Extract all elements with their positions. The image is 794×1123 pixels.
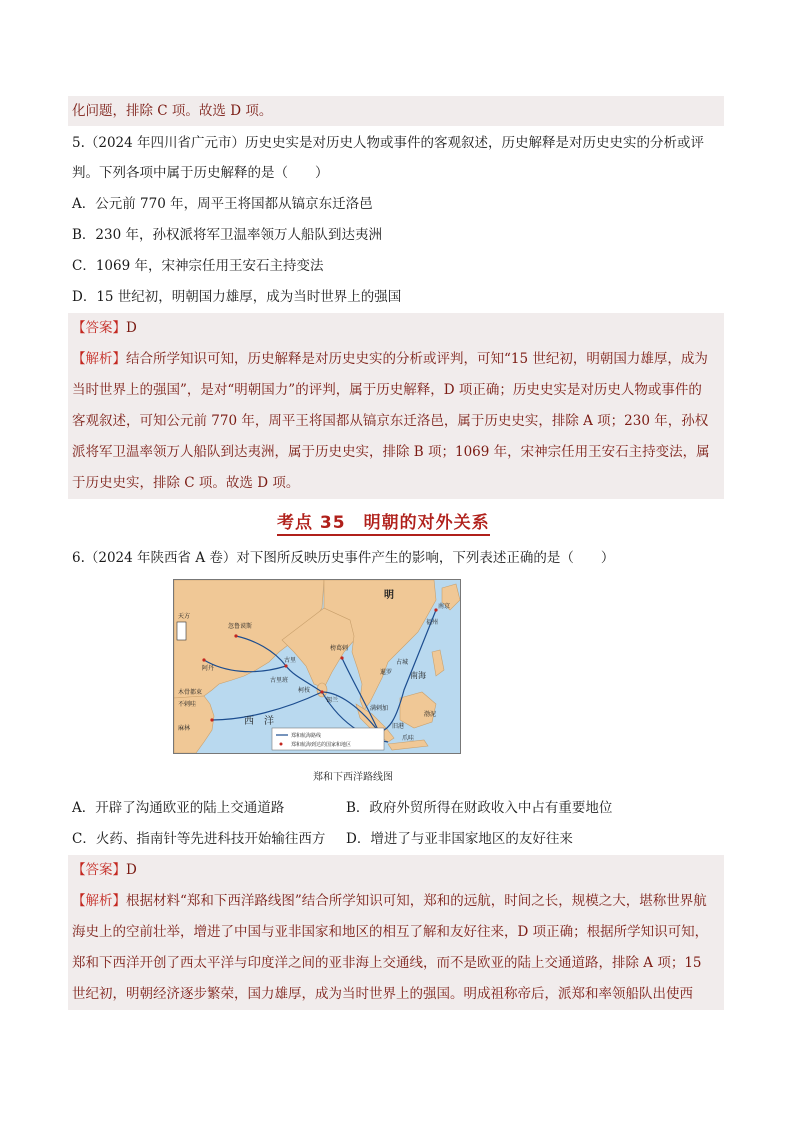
- ceylon-dot: [320, 690, 323, 693]
- label-aden: 阿丹: [202, 665, 215, 672]
- label-siam: 暹罗: [380, 669, 393, 676]
- q5-stem-line-1: 5.（2024 年四川省广元市）历史史实是对历史人物或事件的客观叙述，历史解释是对历史史实的分析或评: [72, 135, 705, 151]
- q5-explain-tag: 【解析】: [72, 351, 126, 367]
- q5-stem-line-2: 判。下列各项中属于历史解释的是（ ）: [72, 165, 329, 181]
- label-mogadishu: 木骨都束: [178, 689, 203, 696]
- q6-explanation-line-1: [72, 886, 707, 916]
- label-ceylon: 锡兰: [326, 697, 339, 704]
- q5-explanation-line-1: [72, 344, 708, 374]
- label-nanhai: 南海: [410, 671, 426, 680]
- label-malacca: 满剌加: [370, 705, 389, 712]
- legend-route-label: 郑和航海路线: [291, 733, 322, 739]
- label-fuzhou: 福州: [426, 619, 439, 626]
- label-kezhi: 柯枝: [298, 687, 311, 694]
- q5-option-a: A．公元前 770 年，周平王将国都从镐京东迁洛邑: [72, 196, 373, 212]
- label-champa: 占城: [396, 659, 409, 666]
- q6-option-c: C．火药、指南针等先进科技开始输往西方: [72, 831, 326, 847]
- q6-answer-value: D: [126, 862, 137, 878]
- q5-explanation-line-2: 当时世界上的强国”，是对“明朝国力”的评判，属于历史解释，D 项正确；历史史实是对历史人物或事件的: [72, 382, 702, 398]
- label-tianfang: 天方: [178, 613, 191, 620]
- label-palembang: 旧港: [392, 723, 405, 730]
- hormuz-dot: [234, 634, 237, 637]
- map-caption: 郑和下西洋路线图: [313, 772, 393, 783]
- legend-place-label: 郑和航海到达的国家和地区: [291, 742, 352, 748]
- q6-explanation-line-4: 世纪初，明朝经济逐步繁荣，国力雄厚，成为当时世界上的强国。明成祖称帝后，派郑和率领船队出使西: [72, 986, 693, 1002]
- prev-explanation-text: 化问题，排除 C 项。故选 D 项。: [72, 103, 273, 119]
- q5-option-d: D．15 世纪初，明朝国力雄厚，成为当时世界上的强国: [72, 289, 402, 305]
- q6-option-a: A．开辟了沟通欧亚的陆上交通道路: [72, 800, 285, 816]
- bengal-dot: [340, 656, 343, 659]
- q5-explanation-line-3: 客观叙述，可知公元前 770 年，周平王将国都从镐京东迁洛邑，属于历史史实，排除 A 项；230 年，孙权: [72, 413, 709, 429]
- q6-option-d: D．增进了与亚非国家地区的友好往来: [346, 831, 573, 847]
- malindi-dot: [210, 718, 213, 721]
- q6-explanation-line-3: 郑和下西洋开创了西太平洋与印度洋之间的亚非海上交通线，而不是欧亚的陆上交通道路，排除 A 项；15: [72, 955, 702, 971]
- q6-option-b: B．政府外贸所得在财政收入中占有重要地位: [346, 800, 613, 816]
- q5-option-b: B．230 年，孙权派将军卫温率领万人船队到达夷洲: [72, 227, 382, 243]
- label-ming: 明: [384, 590, 394, 601]
- label-calicut: 古里: [284, 657, 297, 664]
- label-bulawa: 不剌哇: [178, 701, 197, 708]
- q6-answer: [72, 855, 137, 885]
- q5-answer-value: D: [126, 320, 137, 336]
- q6-stem: 6.（2024 年陕西省 A 卷）对下图所反映历史事件产生的影响，下列表述正确的是（ ）: [72, 550, 615, 566]
- label-java: 爪哇: [402, 735, 415, 742]
- q5-explanation-line-5: 于历史史实，排除 C 项。故选 D 项。: [72, 475, 300, 491]
- q6-explain-tag: 【解析】: [72, 893, 126, 909]
- label-hormuz: 忽鲁谟斯: [228, 623, 253, 630]
- q5-explain-text-1: 结合所学知识可知，历史解释是对历史史实的分析或评判，可知“15 世纪初，明朝国力雄厚，成为: [126, 351, 708, 367]
- q5-answer-tag: 【答案】: [72, 320, 126, 336]
- map-canvas: [174, 580, 460, 753]
- label-xiyang: 西 洋: [244, 716, 274, 727]
- calicut-dot: [284, 664, 287, 667]
- label-malindi: 麻林: [178, 725, 191, 732]
- label-bengal: 榜葛剌: [330, 645, 349, 652]
- zheng-he-voyage-map: [173, 579, 461, 754]
- map-marker: [177, 622, 186, 640]
- section-title: 考点 35 明朝的对外关系: [277, 512, 490, 536]
- label-nanjing: 南京: [438, 603, 451, 610]
- aden-dot: [202, 658, 205, 661]
- legend-place-swatch: [280, 743, 283, 746]
- q6-explain-text-1: 根据材料“郑和下西洋路线图”结合所学知识可知，郑和的远航，时间之长，规模之大，堪称世界航: [126, 893, 707, 909]
- q5-option-c: C．1069 年，宋神宗任用王安石主持变法: [72, 258, 324, 274]
- label-guliban: 古里班: [270, 677, 289, 684]
- q6-explanation-line-2: 海史上的空前壮举，增进了中国与亚非国家和地区的相互了解和友好往来，D 项正确；根据所学知识可知，: [72, 924, 709, 940]
- q5-answer: [72, 313, 137, 343]
- map-legend: [272, 728, 384, 750]
- q5-explanation-line-4: 派将军卫温率领万人船队到达夷洲，属于历史史实，排除 B 项；1069 年，宋神宗任用王安石主持变法，属: [72, 444, 710, 460]
- label-brunei: 渤泥: [424, 711, 437, 718]
- q6-answer-tag: 【答案】: [72, 862, 126, 878]
